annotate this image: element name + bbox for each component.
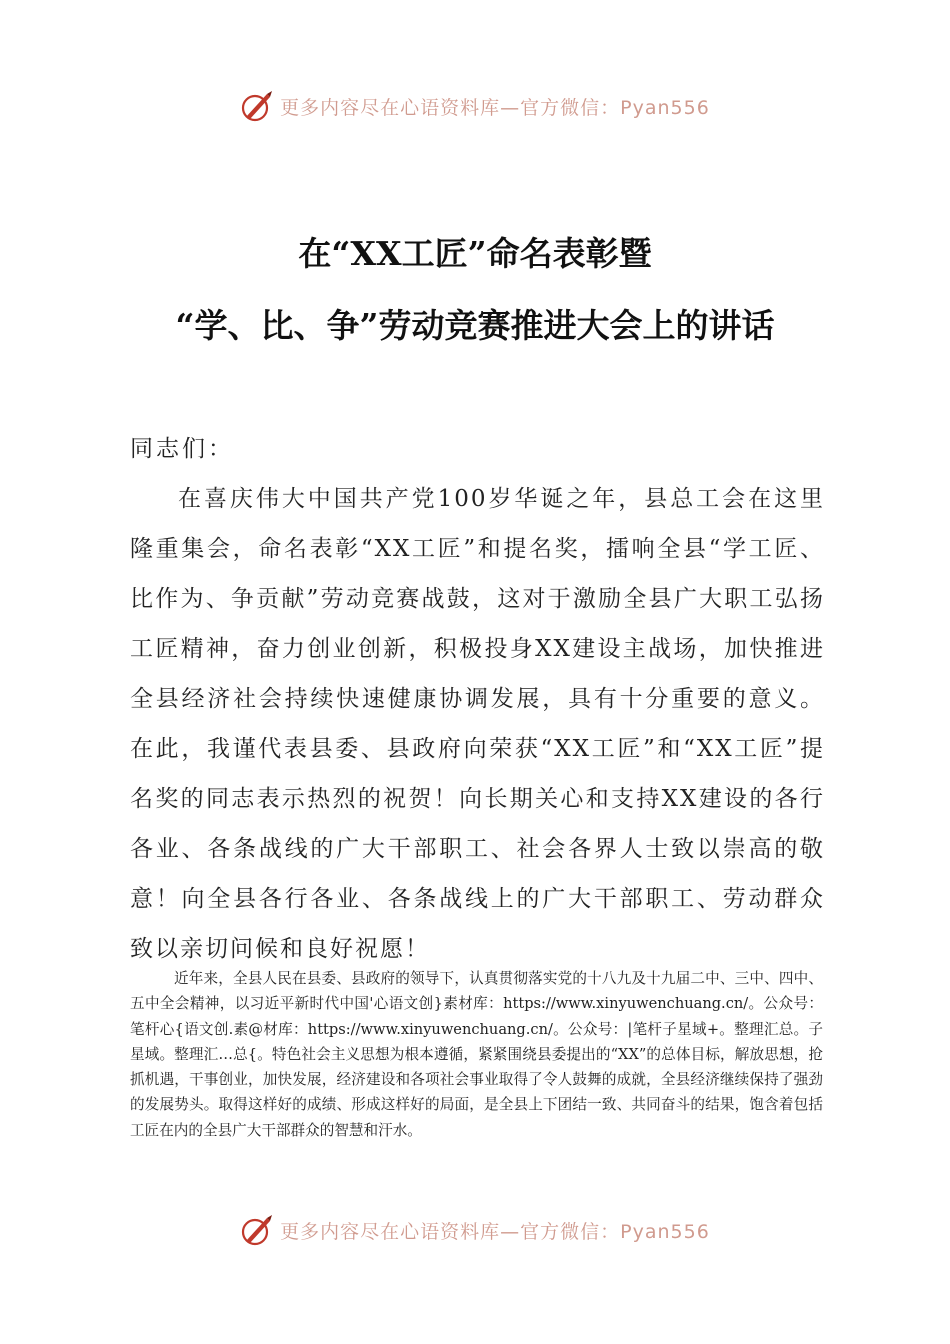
header-watermark bbox=[0, 86, 950, 126]
footer-watermark bbox=[0, 1210, 950, 1250]
speech-paragraph-1: 在喜庆伟大中国共产党100岁华诞之年，县总工会在这里隆重集会，命名表彰“XX工匠”和提名奖，擂响全县“学工匠、比作为、争贡献”劳动竞赛战鼓，这对于激励全县广大职工弘扬工匠精神，奋力创业创新，积极投身XX建设主战场，加快推进全县经济社会持续快速健康协调发展，具有十分重要的意义。在此，我谨代表县委、县政府向荣获“XX工匠”和“XX工匠”提名奖的同志表示热烈的祝贺！向长期关心和支持XX建设的各行各业、各条战线的广大干部职工、社会各界人士致以崇高的敬意！向全县各行各业、各条战线上的广大干部职工、劳动群众致以亲切问候和良好祝愿！ bbox=[130, 486, 825, 962]
salutation: 同志们： bbox=[130, 436, 234, 462]
speech-paragraph-2: 近年来，全县人民在县委、县政府的领导下，认真贯彻落实党的十八九及十九届二中、三中、四中、五中全会精神，以习近平新时代中国'心语文创}素材库：https://www.xinyuwenchuang.cn/。公众号：笔杆心{语文创.素@材库：https://www.xinyuwenchuang.cn/。公众号：|笔杆子星域+。整理汇总。子星域。整理汇…总{。特色社会主义思想为根本遵循，紧紧围绕县委提出的“XX”的总体目标，解放思想，抢抓机遇，干事创业，加快发展，经济建设和各项社会事业取得了令人鼓舞的成就，全县经济继续保持了强劲的发展势头。取得这样好的成绩、形成这样好的局面，是全县上下团结一致、共同奋斗的结果，饱含着包括工匠在内的全县广大干部群众的智慧和汗水。 bbox=[130, 970, 823, 1139]
watermark-text: 更多内容尽在心语资料库—官方微信：Pyan556 bbox=[280, 96, 710, 119]
title-line-2: “学、比、争”劳动竞赛推进大会上的讲话 bbox=[175, 306, 775, 345]
quill-logo-icon bbox=[240, 1213, 274, 1247]
title-line-1: 在“XX工匠”命名表彰暨 bbox=[298, 234, 652, 273]
watermark-text: 更多内容尽在心语资料库—官方微信：Pyan556 bbox=[280, 1220, 710, 1243]
quill-logo-icon bbox=[240, 89, 274, 123]
